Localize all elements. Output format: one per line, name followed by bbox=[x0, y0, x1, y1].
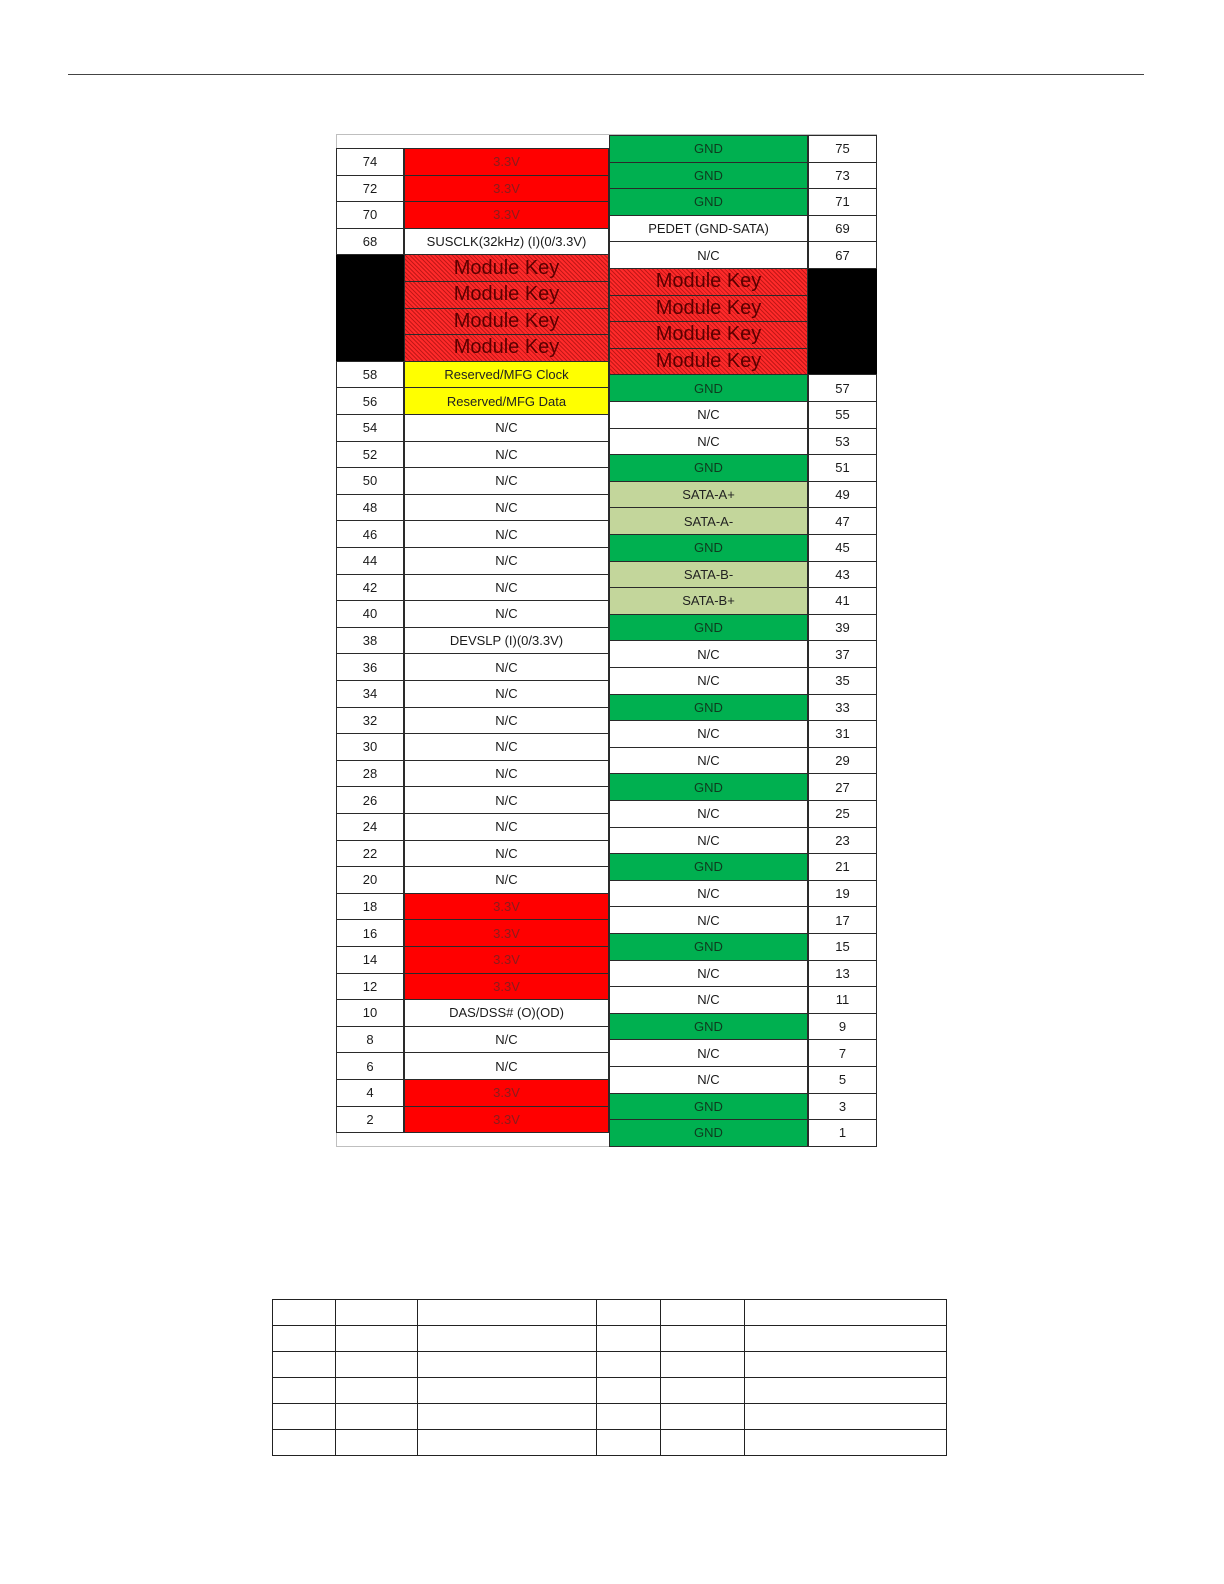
table-cell bbox=[597, 1430, 661, 1456]
left-pin-signal: 3.3V bbox=[404, 201, 609, 229]
left-pin-number: 50 bbox=[336, 467, 404, 495]
left-pin-number: 34 bbox=[336, 680, 404, 708]
table-cell bbox=[745, 1326, 947, 1352]
left-pin-number: 74 bbox=[336, 148, 404, 176]
left-pin-number: 16 bbox=[336, 919, 404, 947]
left-pin-number: 54 bbox=[336, 414, 404, 442]
left-pin-signal: 3.3V bbox=[404, 893, 609, 921]
left-pin-signal: N/C bbox=[404, 786, 609, 814]
right-pin-signal: N/C bbox=[609, 241, 808, 269]
table-cell bbox=[597, 1352, 661, 1378]
right-pin-number: 25 bbox=[808, 800, 877, 828]
left-pin-signal: N/C bbox=[404, 547, 609, 575]
table-cell bbox=[336, 1378, 418, 1404]
left-pin-number: 52 bbox=[336, 441, 404, 469]
left-pin-number: 42 bbox=[336, 574, 404, 602]
left-pin-number: 40 bbox=[336, 600, 404, 628]
right-pin-signal: N/C bbox=[609, 1039, 808, 1067]
table-cell bbox=[418, 1352, 597, 1378]
right-pin-number: 53 bbox=[808, 428, 877, 456]
left-pin-number: 14 bbox=[336, 946, 404, 974]
table-cell bbox=[661, 1352, 745, 1378]
table-cell bbox=[597, 1378, 661, 1404]
table-cell bbox=[336, 1352, 418, 1378]
table-cell bbox=[745, 1300, 947, 1326]
right-pin-number: 19 bbox=[808, 880, 877, 908]
table-cell bbox=[418, 1430, 597, 1456]
table-cell bbox=[273, 1300, 336, 1326]
left-pin-signal: N/C bbox=[404, 600, 609, 628]
left-pin-signal: N/C bbox=[404, 680, 609, 708]
right-pin-number: 5 bbox=[808, 1066, 877, 1094]
left-pin-number: 18 bbox=[336, 893, 404, 921]
left-pin-number: 38 bbox=[336, 627, 404, 655]
left-pin-number: 28 bbox=[336, 760, 404, 788]
right-pin-signal: GND bbox=[609, 694, 808, 722]
right-pin-number: 27 bbox=[808, 773, 877, 801]
left-pin-signal: N/C bbox=[404, 1026, 609, 1054]
right-pin-signal: N/C bbox=[609, 428, 808, 456]
left-module-key: Module Key bbox=[404, 281, 609, 309]
right-pin-signal: SATA-A+ bbox=[609, 481, 808, 509]
right-pin-signal: GND bbox=[609, 534, 808, 562]
table-cell bbox=[336, 1430, 418, 1456]
left-pin-number: 2 bbox=[336, 1106, 404, 1134]
table-row bbox=[273, 1300, 947, 1326]
right-pin-number: 17 bbox=[808, 906, 877, 934]
right-pin-number: 73 bbox=[808, 162, 877, 190]
table-cell bbox=[336, 1326, 418, 1352]
left-module-key: Module Key bbox=[404, 334, 609, 362]
right-pin-signal: N/C bbox=[609, 720, 808, 748]
left-pin-number: 58 bbox=[336, 361, 404, 389]
right-pin-number: 47 bbox=[808, 507, 877, 535]
left-pin-number: 24 bbox=[336, 813, 404, 841]
right-pin-signal: GND bbox=[609, 374, 808, 402]
table-cell bbox=[418, 1300, 597, 1326]
left-pin-number: 68 bbox=[336, 228, 404, 256]
right-pin-number: 37 bbox=[808, 640, 877, 668]
right-pin-number: 23 bbox=[808, 827, 877, 855]
table-cell bbox=[273, 1378, 336, 1404]
left-pin-signal: 3.3V bbox=[404, 919, 609, 947]
right-pin-number: 43 bbox=[808, 561, 877, 589]
right-pin-number: 55 bbox=[808, 401, 877, 429]
right-pin-number: 57 bbox=[808, 374, 877, 402]
left-module-key: Module Key bbox=[404, 254, 609, 282]
left-pin-signal: N/C bbox=[404, 733, 609, 761]
left-pin-signal: 3.3V bbox=[404, 1106, 609, 1134]
right-pin-signal: GND bbox=[609, 614, 808, 642]
left-module-key: Module Key bbox=[404, 308, 609, 336]
right-module-key: Module Key bbox=[609, 295, 808, 323]
right-pin-signal: GND bbox=[609, 1093, 808, 1121]
right-pin-number: 45 bbox=[808, 534, 877, 562]
left-pin-number: 72 bbox=[336, 175, 404, 203]
left-pin-signal: N/C bbox=[404, 574, 609, 602]
right-module-key: Module Key bbox=[609, 268, 808, 296]
left-pin-signal: N/C bbox=[404, 760, 609, 788]
table-cell bbox=[597, 1404, 661, 1430]
left-pin-number: 8 bbox=[336, 1026, 404, 1054]
right-pin-number: 11 bbox=[808, 986, 877, 1014]
left-pin-number: 70 bbox=[336, 201, 404, 229]
right-pin-signal: N/C bbox=[609, 401, 808, 429]
right-pin-signal: N/C bbox=[609, 986, 808, 1014]
right-pin-signal: N/C bbox=[609, 827, 808, 855]
table-cell bbox=[745, 1404, 947, 1430]
left-pin-signal: N/C bbox=[404, 840, 609, 868]
right-pin-signal: SATA-B+ bbox=[609, 587, 808, 615]
table-cell bbox=[661, 1430, 745, 1456]
table-cell bbox=[745, 1378, 947, 1404]
right-module-key: Module Key bbox=[609, 321, 808, 349]
left-pin-signal: N/C bbox=[404, 520, 609, 548]
right-pin-signal: N/C bbox=[609, 667, 808, 695]
table-row bbox=[273, 1404, 947, 1430]
table-cell bbox=[418, 1326, 597, 1352]
right-pin-signal: N/C bbox=[609, 800, 808, 828]
table-cell bbox=[661, 1326, 745, 1352]
left-pin-signal: DEVSLP (I)(0/3.3V) bbox=[404, 627, 609, 655]
left-pin-signal: N/C bbox=[404, 707, 609, 735]
left-pin-number: 20 bbox=[336, 866, 404, 894]
right-pin-signal: SATA-B- bbox=[609, 561, 808, 589]
table-cell bbox=[745, 1430, 947, 1456]
left-pin-signal: N/C bbox=[404, 441, 609, 469]
right-pin-signal: N/C bbox=[609, 880, 808, 908]
right-pin-number: 13 bbox=[808, 960, 877, 988]
left-pin-signal: DAS/DSS# (O)(OD) bbox=[404, 999, 609, 1027]
left-pin-signal: 3.3V bbox=[404, 946, 609, 974]
table-cell bbox=[273, 1404, 336, 1430]
left-pin-signal: N/C bbox=[404, 1052, 609, 1080]
right-pin-signal: GND bbox=[609, 454, 808, 482]
right-pin-number: 29 bbox=[808, 747, 877, 775]
right-key-block bbox=[808, 267, 877, 375]
right-pin-signal: GND bbox=[609, 1119, 808, 1147]
right-pin-signal: GND bbox=[609, 853, 808, 881]
left-pin-number: 22 bbox=[336, 840, 404, 868]
right-pin-number: 67 bbox=[808, 241, 877, 269]
left-pin-number: 30 bbox=[336, 733, 404, 761]
table-cell bbox=[273, 1352, 336, 1378]
table-cell bbox=[597, 1326, 661, 1352]
right-pin-signal: GND bbox=[609, 162, 808, 190]
table-cell bbox=[597, 1300, 661, 1326]
right-pin-number: 31 bbox=[808, 720, 877, 748]
table-row bbox=[273, 1378, 947, 1404]
right-pin-signal: N/C bbox=[609, 640, 808, 668]
right-pin-signal: GND bbox=[609, 1013, 808, 1041]
right-pin-signal: SATA-A- bbox=[609, 507, 808, 535]
table-cell bbox=[273, 1326, 336, 1352]
left-pin-number: 36 bbox=[336, 653, 404, 681]
left-pin-signal: 3.3V bbox=[404, 148, 609, 176]
right-pin-number: 21 bbox=[808, 853, 877, 881]
right-pin-number: 71 bbox=[808, 188, 877, 216]
table-cell bbox=[336, 1300, 418, 1326]
right-pin-number: 69 bbox=[808, 215, 877, 243]
table-cell bbox=[661, 1300, 745, 1326]
table-row bbox=[273, 1352, 947, 1378]
left-pin-number: 12 bbox=[336, 973, 404, 1001]
right-pin-signal: GND bbox=[609, 188, 808, 216]
table-row bbox=[273, 1430, 947, 1456]
left-pin-signal: N/C bbox=[404, 494, 609, 522]
right-pin-number: 41 bbox=[808, 587, 877, 615]
right-pin-signal: PEDET (GND-SATA) bbox=[609, 215, 808, 243]
left-pin-number: 48 bbox=[336, 494, 404, 522]
right-pin-number: 9 bbox=[808, 1013, 877, 1041]
right-pin-number: 15 bbox=[808, 933, 877, 961]
left-pin-signal: N/C bbox=[404, 813, 609, 841]
right-pin-number: 3 bbox=[808, 1093, 877, 1121]
table-cell bbox=[336, 1404, 418, 1430]
right-pin-number: 51 bbox=[808, 454, 877, 482]
table-cell bbox=[273, 1430, 336, 1456]
right-pin-number: 75 bbox=[808, 135, 877, 163]
right-pin-signal: GND bbox=[609, 135, 808, 163]
right-pin-signal: GND bbox=[609, 773, 808, 801]
left-pin-signal: N/C bbox=[404, 467, 609, 495]
left-pin-signal: N/C bbox=[404, 653, 609, 681]
left-pin-signal: 3.3V bbox=[404, 1079, 609, 1107]
left-pin-signal: Reserved/MFG Data bbox=[404, 387, 609, 415]
table-cell bbox=[418, 1404, 597, 1430]
left-pin-signal: 3.3V bbox=[404, 973, 609, 1001]
left-pin-number: 4 bbox=[336, 1079, 404, 1107]
left-pin-signal: 3.3V bbox=[404, 175, 609, 203]
table-row bbox=[273, 1326, 947, 1352]
left-key-block bbox=[336, 254, 404, 362]
left-pin-number: 46 bbox=[336, 520, 404, 548]
left-pin-number: 56 bbox=[336, 387, 404, 415]
left-pin-signal: SUSCLK(32kHz) (I)(0/3.3V) bbox=[404, 228, 609, 256]
right-pin-signal: N/C bbox=[609, 1066, 808, 1094]
table-cell bbox=[418, 1378, 597, 1404]
right-pin-number: 33 bbox=[808, 694, 877, 722]
left-pin-number: 6 bbox=[336, 1052, 404, 1080]
right-pin-number: 35 bbox=[808, 667, 877, 695]
left-pin-signal: N/C bbox=[404, 414, 609, 442]
table-cell bbox=[661, 1404, 745, 1430]
left-pin-number: 44 bbox=[336, 547, 404, 575]
left-pin-signal: N/C bbox=[404, 866, 609, 894]
left-pin-number: 32 bbox=[336, 707, 404, 735]
right-pin-signal: N/C bbox=[609, 960, 808, 988]
right-pin-signal: N/C bbox=[609, 747, 808, 775]
table-cell bbox=[745, 1352, 947, 1378]
right-pin-signal: GND bbox=[609, 933, 808, 961]
blank-table bbox=[272, 1299, 947, 1456]
right-pin-number: 1 bbox=[808, 1119, 877, 1147]
right-pin-signal: N/C bbox=[609, 906, 808, 934]
right-pin-number: 7 bbox=[808, 1039, 877, 1067]
left-pin-number: 26 bbox=[336, 786, 404, 814]
right-pin-number: 49 bbox=[808, 481, 877, 509]
right-module-key: Module Key bbox=[609, 348, 808, 376]
right-pin-number: 39 bbox=[808, 614, 877, 642]
table-cell bbox=[661, 1378, 745, 1404]
left-pin-signal: Reserved/MFG Clock bbox=[404, 361, 609, 389]
left-pin-number: 10 bbox=[336, 999, 404, 1027]
